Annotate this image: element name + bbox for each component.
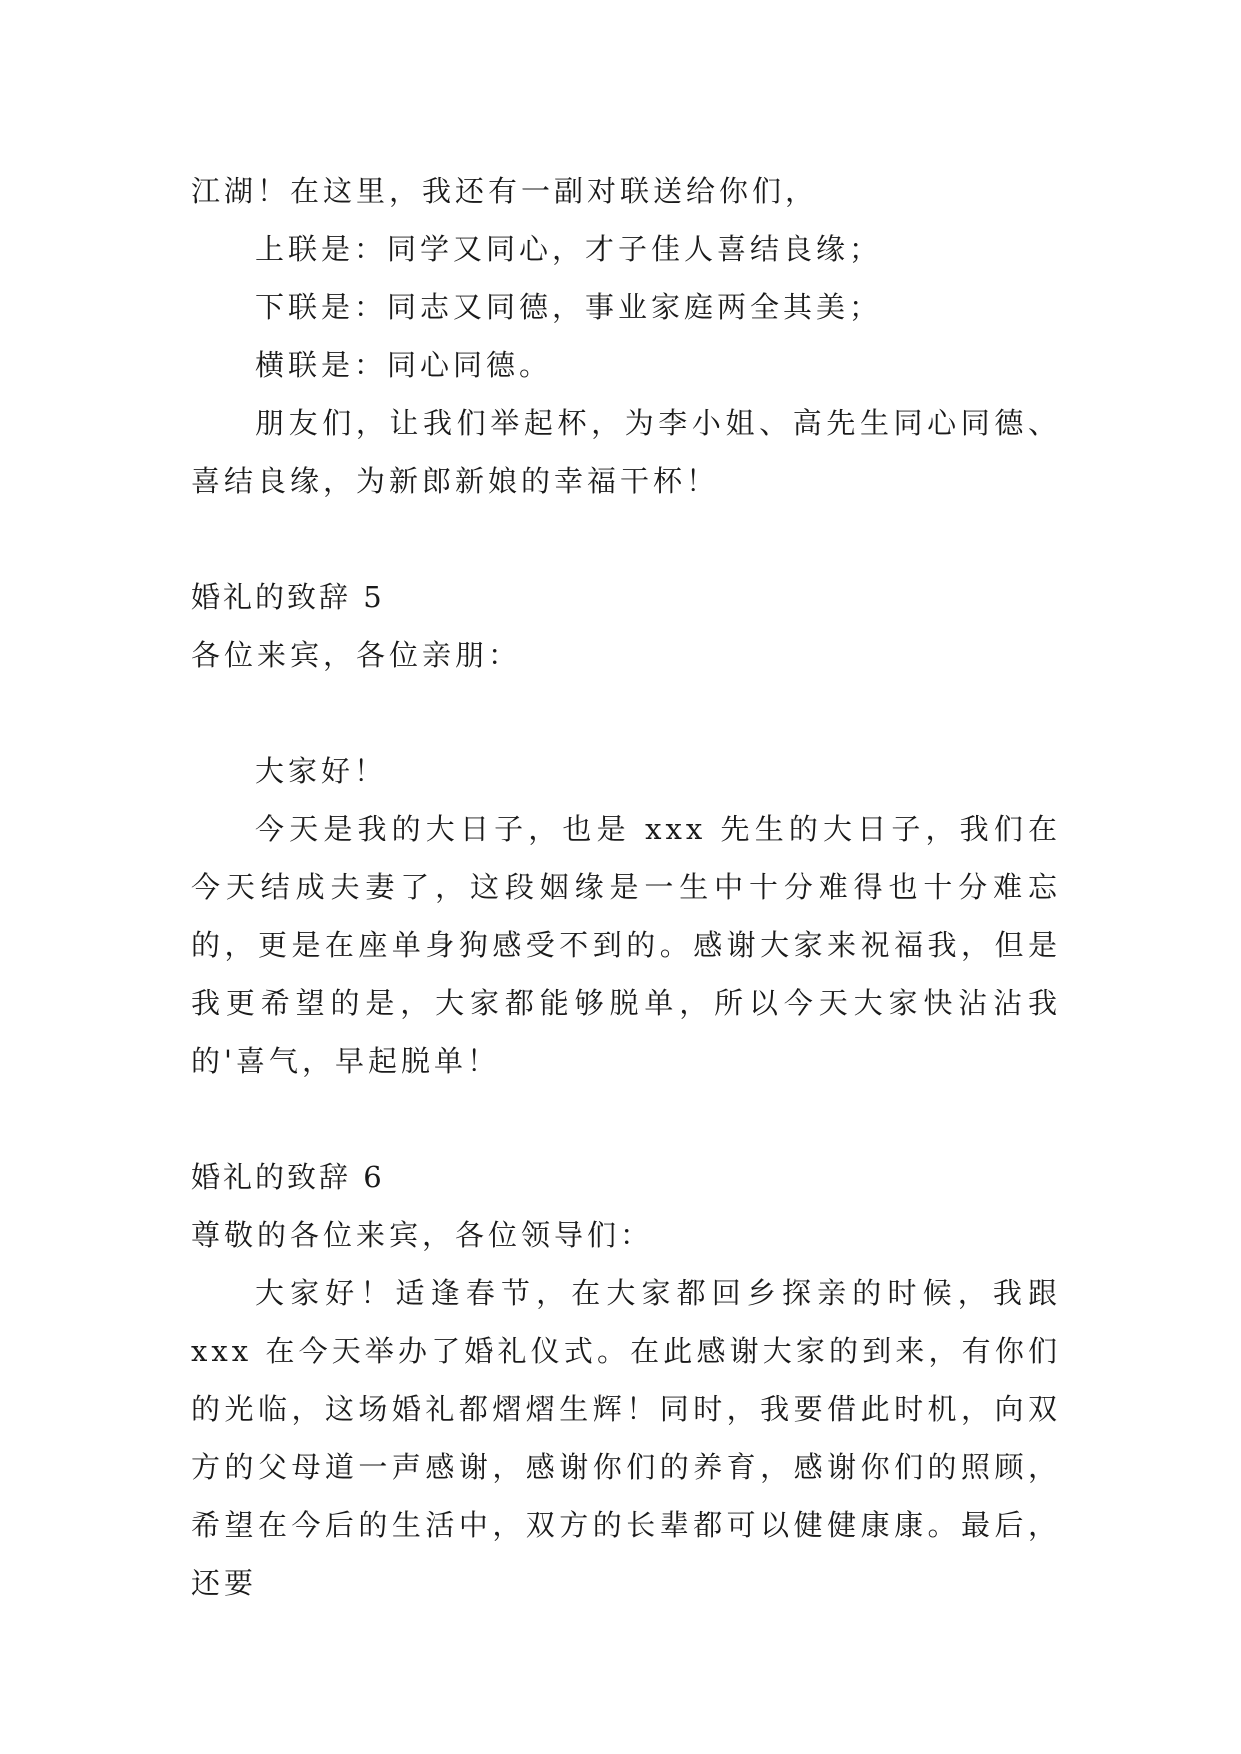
- section-5-salutation: 各位来宾，各位亲朋：: [191, 638, 522, 672]
- section-6-salutation: 尊敬的各位来宾，各位领导们：: [191, 1218, 654, 1252]
- section-5-heading: 婚礼的致辞 5: [191, 580, 385, 614]
- paragraph-gap: [191, 684, 1061, 742]
- section-6-heading: 婚礼的致辞 6: [191, 1160, 385, 1194]
- section-gap: [191, 1090, 1061, 1148]
- section-gap: [191, 510, 1061, 568]
- toast-paragraph: 朋友们，让我们举起杯，为李小姐、高先生同心同德、喜结良缘，为新郎新娘的幸福干杯！: [191, 406, 1061, 498]
- couplet-upper: 上联是：同学又同心，才子佳人喜结良缘；: [255, 232, 883, 266]
- section-5-body: 今天是我的大日子，也是 xxx 先生的大日子，我们在今天结成夫妻了，这段姻缘是一生中十分难得也十分难忘的，更是在座单身狗感受不到的。感谢大家来祝福我，但是我更希望的是，大家都能够脱单，所以今天大家快沾沾我的'喜气，早起脱单！: [191, 812, 1061, 1078]
- document-body: [191, 162, 1061, 1612]
- paragraph-continued: 江湖！在这里，我还有一副对联送给你们，: [191, 174, 819, 208]
- couplet-horizontal: 横联是：同心同德。: [255, 348, 553, 382]
- section-6-body: 大家好！适逢春节，在大家都回乡探亲的时候，我跟 xxx 在今天举办了婚礼仪式。在此感谢大家的到来，有你们的光临，这场婚礼都熠熠生辉！同时，我要借此时机，向双方的父母道一声感谢，感谢你们的养育，感谢你们的照顾，希望在今后的生活中，双方的长辈都可以健健康康。最后，还要: [191, 1276, 1061, 1600]
- couplet-lower: 下联是：同志又同德，事业家庭两全其美；: [255, 290, 883, 324]
- section-5-greeting: 大家好！: [255, 754, 388, 788]
